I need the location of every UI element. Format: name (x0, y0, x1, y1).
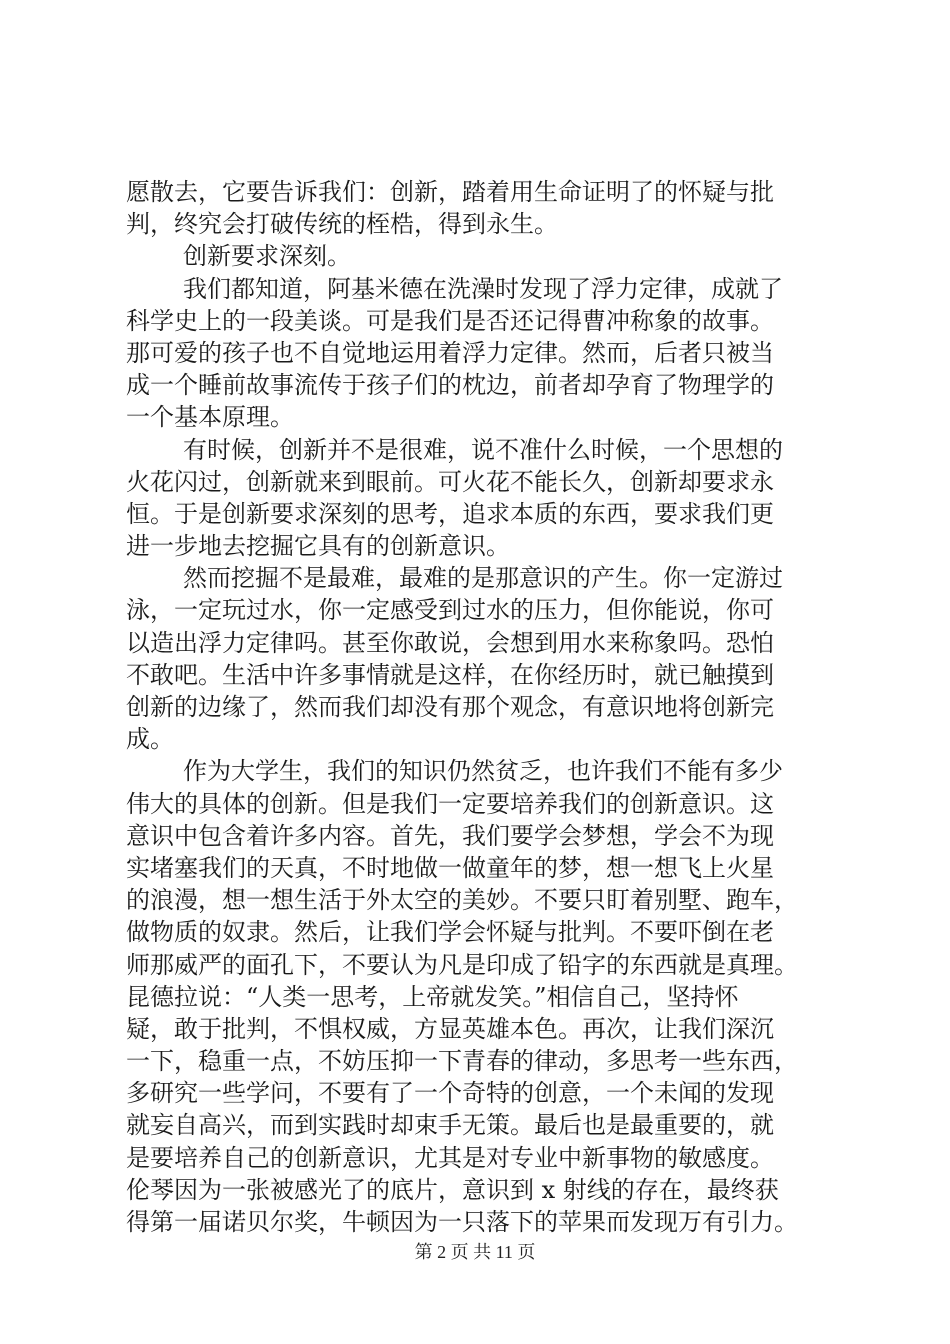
text-line: 是要培养自己的创新意识，尤其是对专业中新事物的敏感度。 (126, 1143, 774, 1172)
text-line: 进一步地去挖掘它具有的创新意识。 (126, 532, 510, 561)
text-line: 师那威严的面孔下，不要认为凡是印成了铅字的东西就是真理。 (126, 950, 798, 979)
text-line: 的浪漫，想一想生活于外太空的美妙。不要只盯着别墅、跑车， (126, 886, 798, 915)
text-line: 做物质的奴隶。然后，让我们学会怀疑与批判。不要吓倒在老 (126, 918, 774, 947)
section-heading: 创新要求深刻。 (183, 242, 351, 271)
page-number-label: 第 2 页 共 11 页 (414, 1242, 536, 1262)
text-line: 科学史上的一段美谈。可是我们是否还记得曹冲称象的故事。 (126, 306, 774, 335)
text-line: 成一个睡前故事流传于孩子们的枕边，前者却孕育了物理学的 (126, 371, 774, 400)
text-line: 一下，稳重一点，不妨压抑一下青春的律动，多思考一些东西， (126, 1047, 798, 1076)
text-line: 伟大的具体的创新。但是我们一定要培养我们的创新意识。这 (126, 789, 774, 818)
page-footer (0, 1240, 950, 1264)
text-line: 火花闪过，创新就来到眼前。可火花不能长久，创新却要求永 (126, 467, 774, 496)
text-line: 疑，敢于批判，不惧权威，方显英雄本色。再次，让我们深沉 (126, 1014, 774, 1043)
text-line: 意识中包含着许多内容。首先，我们要学会梦想，学会不为现 (126, 821, 774, 850)
text-line: 创新的边缘了，然而我们却没有那个观念，有意识地将创新完 (126, 693, 774, 721)
text-line: 成。 (126, 725, 174, 754)
text-line: 实堵塞我们的天真，不时地做一做童年的梦，想一想飞上火星 (126, 853, 774, 882)
text-line: 以造出浮力定律吗。甚至你敢说，会想到用水来称象吗。恐怕 (126, 628, 774, 657)
text-line: 恒。于是创新要求深刻的思考，追求本质的东西，要求我们更 (126, 499, 774, 528)
text-line: 多研究一些学问，不要有了一个奇特的创意，一个未闻的发现 (126, 1079, 774, 1108)
text-line: 有时候，创新并不是很难，说不准什么时候，一个思想的 (183, 435, 783, 464)
text-line: 不敢吧。生活中许多事情就是这样，在你经历时，就已触摸到 (126, 660, 774, 689)
text-line: 那可爱的孩子也不自觉地运用着浮力定律。然而，后者只被当 (126, 338, 774, 367)
text-line: 然而挖掘不是最难，最难的是那意识的产生。你一定游过 (183, 564, 783, 593)
body-text (126, 176, 836, 1238)
text-line: 一个基本原理。 (126, 403, 294, 432)
text-line: 就妄自高兴，而到实践时却束手无策。最后也是最重要的，就 (126, 1111, 774, 1140)
text-line: 得第一届诺贝尔奖，牛顿因为一只落下的苹果而发现万有引力。 (126, 1208, 798, 1236)
text-line: 作为大学生，我们的知识仍然贫乏，也许我们不能有多少 (183, 757, 783, 786)
text-line: 判，终究会打破传统的桎梏，得到永生。 (126, 210, 558, 239)
text-line: 昆德拉说：“人类一思考，上帝就发笑。”相信自己，坚持怀 (126, 982, 739, 1011)
text-line: 我们都知道，阿基米德在洗澡时发现了浮力定律，成就了 (183, 274, 783, 303)
text-line: 泳，一定玩过水，你一定感受到过水的压力，但你能说，你可 (126, 596, 774, 625)
text-line: 伦琴因为一张被感光了的底片，意识到 x 射线的存在，最终获 (126, 1175, 779, 1204)
text-line: 愿散去，它要告诉我们：创新，踏着用生命证明了的怀疑与批 (126, 178, 774, 206)
